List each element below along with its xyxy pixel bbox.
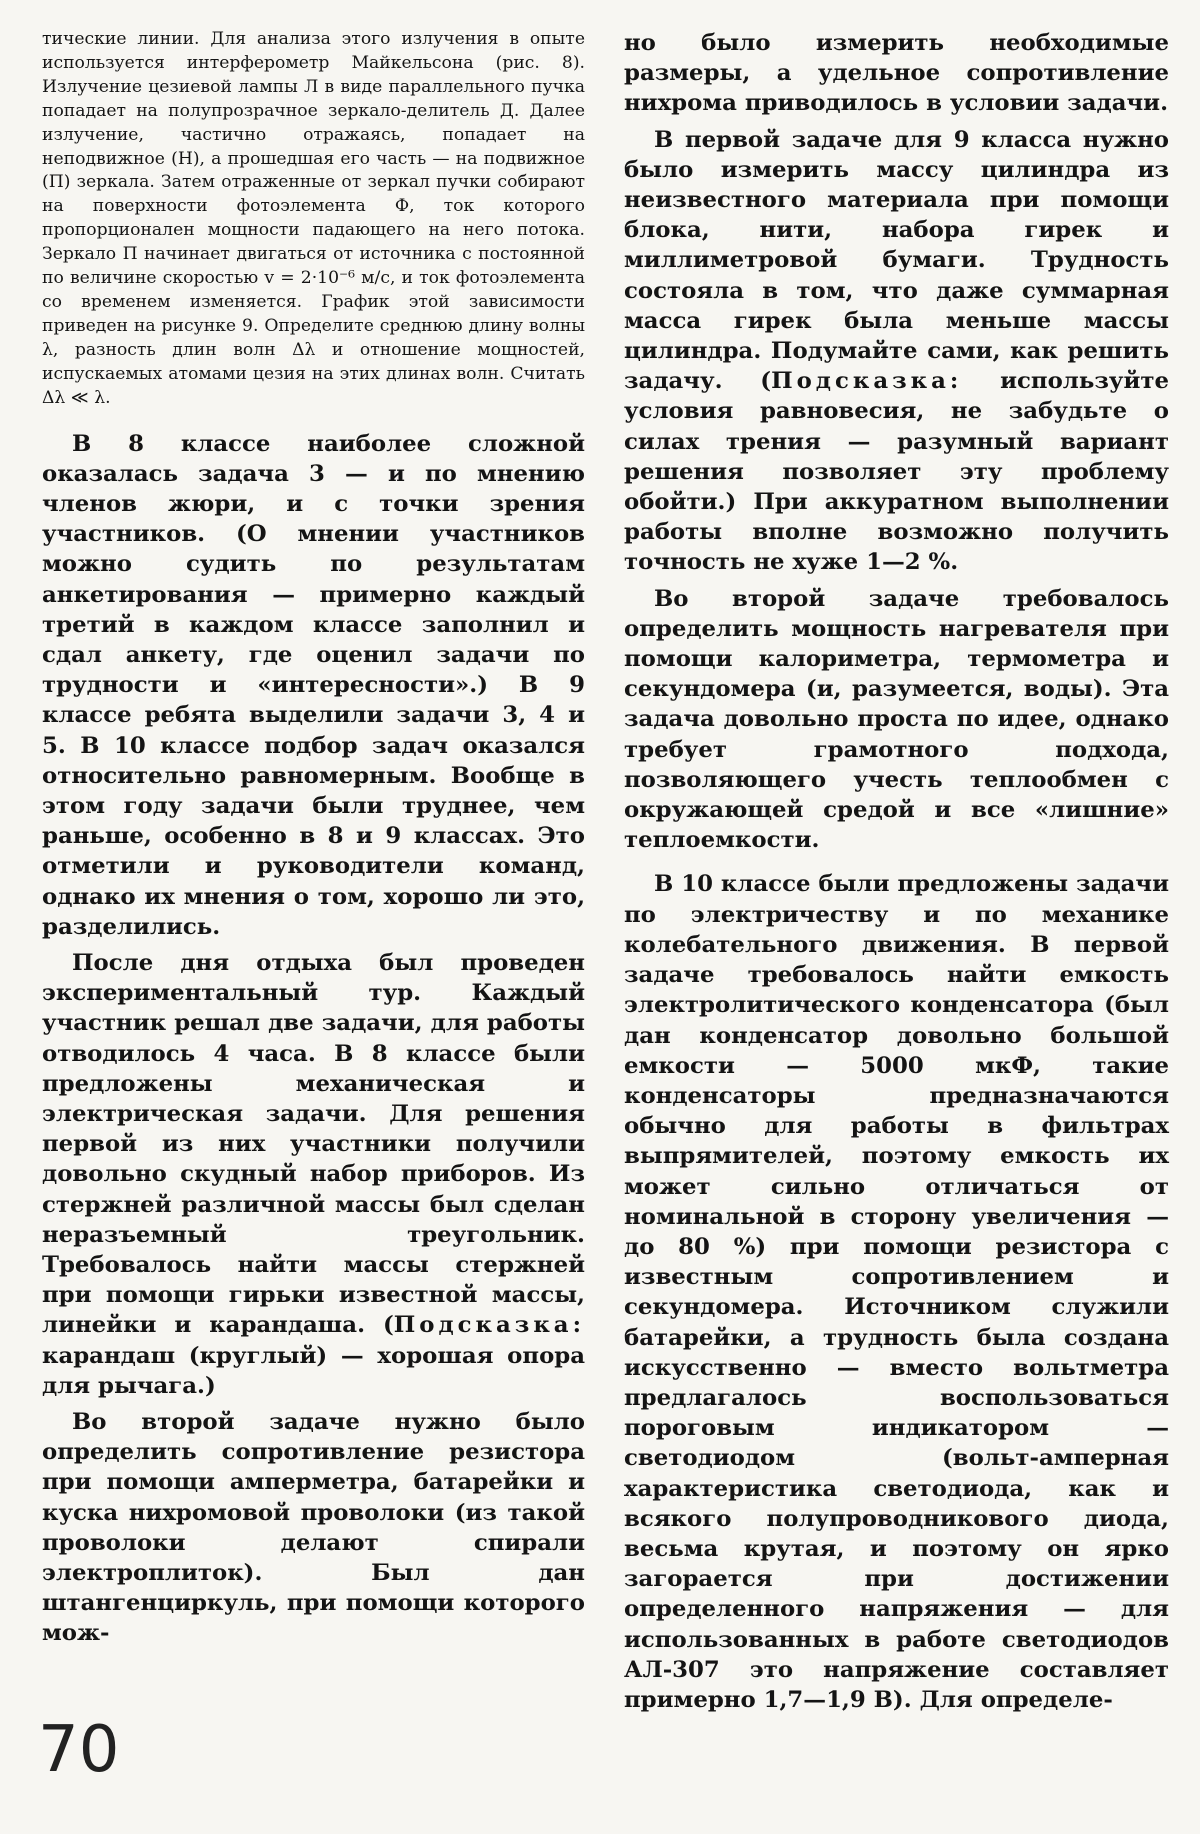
hint-label: Подсказка: <box>393 1312 585 1339</box>
paragraph-experimental-round-text: После дня отдыха был проведен экспериментальный тур. Каждый участник решал две задачи, для работы отводилось 4 часа. В 8 классе были предложены механическая и электрическая задачи. Для решения первой из них участники получили довольно скудный набор приборов. Из стержней различной массы был сделан неразъемный треугольник. Требовалось найти массы стержней при помощи гирьки известной массы, линейки и карандаша. <box>42 949 585 1339</box>
paragraph-task-10: В 10 классе были предложены задачи по электричеству и по механике колебательного движения. В первой задаче требовалось найти емкость электролитического конденсатора (был дан конденсатор довольно большой емкости — 5000 мкФ, такие конденсаторы предназначаются обычно для работы в фильтрах выпрямителей, поэтому емкость их может сильно отличаться от номинальной в сторону увеличения — до 80 %) при помощи резистора с известным сопротивлением и секундомера. Источником служили батарейки, а трудность была создана искусственно — вместо вольтметра предлагалось воспользоваться пороговым индикатором — светодиодом (вольт-амперная характеристика светодиода, как и всякого полупроводникового диода, весьма крутая, и поэтому он ярко загорается при достижении определенного напряжения — для использованных в работе светодиодов АЛ-307 это напряжение составляет примерно 1,7—1,9 В). Для определе- <box>624 871 1169 1713</box>
hint-label: Подсказка: <box>771 368 963 395</box>
page-number: 70 <box>38 1713 120 1787</box>
paragraph-difficulty: В 8 классе наиболее сложной оказалась задача 3 — и по мнению членов жюри, и с точки зрения участников. (О мнении участников можно судить по результатам анкетирования — примерно каждый третий в каждом классе заполнил и сдал анкету, где оценил задачи по трудности и «интересности».) В 9 классе ребята выделили задачи 3, 4 и 5. В 10 классе подбор задач оказался относительно равномерным. Вообще в этом году задачи были труднее, чем раньше, особенно в 8 и 9 классах. Это отметили и руководители команд, однако их мнения о том, хорошо ли это, разделились. <box>42 430 585 940</box>
paragraph-second-task-8: Во второй задаче нужно было определить сопротивление резистора при помощи амперметра, батарейки и куска нихромовой проволоки (из такой проволоки делают спирали электроплиток). Был дан штангенциркуль, при помощи которого мож- <box>42 1409 585 1647</box>
problem-statement-text: тические линии. Для анализа этого излучения в опыте используется интерферометр Майкельсона (рис. 8). Излучение цезиевой лампы Л в виде параллельного пучка попадает на полупрозрачное зеркало-делитель Д. Далее излучение, частично отражаясь, попадает на неподвижное (Н), а прошедшая его часть — на подвижное (П) зеркала. Затем отраженные от зеркал пучки собирают на поверхности фотоэлемента Ф, ток которого пропорционален мощности падающего на него потока. Зеркало П начинает двигаться от источника с постоянной по величине скоростью v = 2·10⁻⁶ м/с, и ток фотоэлемента со временем изменяется. График этой зависимости приведен на рисунке 9. Определите среднюю длину волны λ, разность длин волн Δλ и отношение мощностей, испускаемых атомами цезия на этих длинах волн. Считать Δλ ≪ λ. <box>42 29 585 408</box>
paragraph-task-9-second: Во второй задаче требовалось определить мощность нагревателя при помощи калориметра, термометра и секундомера (и, разумеется, воды). Эта задача довольно проста по идее, однако требует грамотного подхода, позволяющего учесть теплообмен с окружающей средой и все «лишние» теплоемкости. <box>624 585 1169 854</box>
hint-text: карандаш (круглый) — хорошая опора для рычага.) <box>42 1342 585 1399</box>
paragraph-continuation: но было измерить необходимые размеры, а удельное сопротивление нихрома приводилось в условии задачи. <box>624 30 1169 117</box>
paragraph-experimental-round: После дня отдыха был проведен экспериментальный тур. Каждый участник решал две задачи, для работы отводилось 4 часа. В 8 классе были предложены механическая и электрическая задачи. Для решения первой из них участники получили довольно скудный набор приборов. Из стержней различной массы был сделан неразъемный треугольник. Требовалось найти массы стержней при помощи гирьки известной массы, линейки и карандаша. (Подсказка: карандаш (круглый) — хорошая опора для рычага.) <box>42 949 585 1399</box>
paragraph-task-9-first-text: В первой задаче для 9 класса нужно было измерить массу цилиндра из неизвестного материала при помощи блока, нити, набора гирек и миллиметровой бумаги. Трудность состояла в том, что даже суммарная масса гирек была меньше массы цилиндра. Подумайте сами, как решить задачу. ( <box>624 126 1169 395</box>
left-column <box>42 28 585 1655</box>
hint-text: используйте условия равновесия, не забудьте о силах трения — разумный вариант решения позволяет эту проблему обойти.) При аккуратном выполнении работы вполне возможно получить точность не хуже 1—2 %. <box>624 368 1169 576</box>
paragraph-task-9-first <box>624 125 1169 578</box>
right-column <box>624 28 1169 1721</box>
